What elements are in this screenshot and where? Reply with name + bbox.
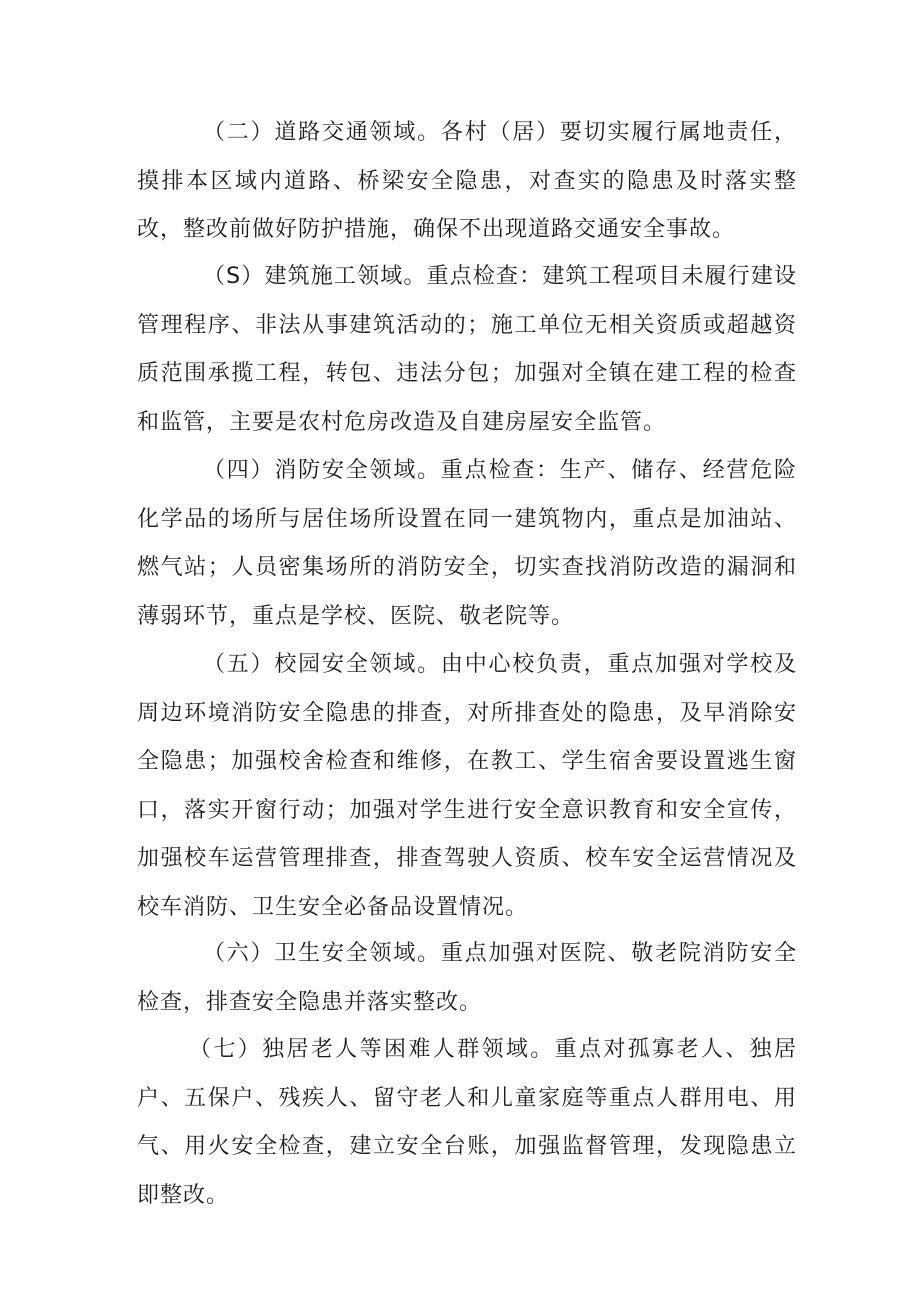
paragraph-campus-safety: （五）校园安全领域。由中心校负责，重点加强对学校及周边环境消防安全隐患的排查，对所排查处的隐患，及早消除安全隐患；加强校舍检查和维修，在教工、学生宿舍要设置逃生窗口，落实开窗行动；加强对学生进行安全意识教育和安全宣传，加强校车运营管理排查，排查驾驶人资质、校车安全运营情况及校车消防、卫生安全必备品设置情况。	[137, 652, 797, 920]
paragraph-road-traffic: （二）道路交通领域。各村（居）要切实履行属地责任，摸排本区域内道路、桥梁安全隐患，对查实的隐患及时落实整改，整改前做好防护措施，确保不出现道路交通安全事故。	[137, 120, 797, 242]
paragraph-fire-safety: （四）消防安全领域。重点检查：生产、储存、经营危险化学品的场所与居住场所设置在同一建筑物内，重点是加油站、燃气站；人员密集场所的消防安全，切实查找消防改造的漏洞和薄弱环节，重点是学校、医院、敬老院等。	[137, 458, 797, 629]
paragraph-health-safety: （六）卫生安全领域。重点加强对医院、敬老院消防安全检查，排查安全隐患并落实整改。	[137, 941, 797, 1015]
paragraph-vulnerable-groups: （七）独居老人等困难人群领域。重点对孤寡老人、独居户、五保户、残疾人、留守老人和儿童家庭等重点人群用电、用气、用火安全检查，建立安全台账，加强监督管理，发现隐患立即整改。	[137, 1037, 797, 1208]
paragraph-construction: （S）建筑施工领域。重点检查：建筑工程项目未履行建设管理程序、非法从事建筑活动的；施工单位无相关资质或超越资质范围承揽工程，转包、违法分包；加强对全镇在建工程的检查和监管，主要是农村危房改造及自建房屋安全监管。	[137, 264, 797, 435]
